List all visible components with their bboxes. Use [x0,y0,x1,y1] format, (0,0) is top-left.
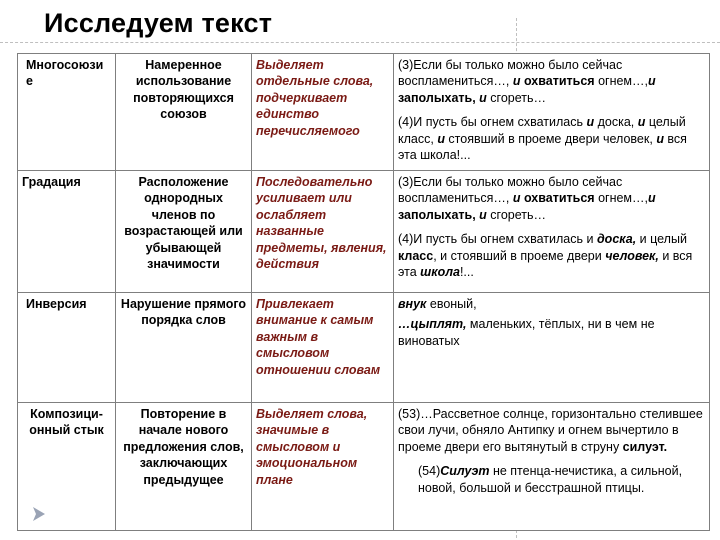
table-row [18,293,710,403]
definition-cell: Намеренное использование повторяющихся союзов [116,54,252,171]
term-cell: Инверсия [18,293,116,403]
play-arrow-icon[interactable] [30,505,48,523]
function-cell: Привлекает внимание к самым важным в смысловом отношении словам [252,293,394,403]
function-cell: Последовательно усиливает или ослабляет названные предметы, явления, действия [252,171,394,293]
table-row [18,54,710,171]
example-text: (3)Если бы только можно было сейчас воспламениться…, и охватиться огнем…,и заполыхать, и сгореть… [398,58,656,105]
definition-cell: Расположение однородных членов по возрастающей или убывающей значимости [116,171,252,293]
term-cell: Градация [18,171,116,293]
term-cell: Композици-онный стык [18,403,116,531]
play-arrow-shape [33,507,45,521]
example-text: (3)Если бы только можно было сейчас воспламениться…, и охватиться огнем…,и заполыхать, и сгореть… [398,175,656,222]
example-text: внук евоный, [398,297,477,311]
function-cell: Выделяет слова, значимые в смысловом и эмоциональном плане [252,403,394,531]
table-row [18,171,710,293]
example-text: (53)…Рассветное солнце, горизонтально стелившее свои лучи, обняло Антипку и огнем вычертило в проеме двери его вытянутый в струну силуэт. [398,407,703,454]
example-cell [394,171,710,293]
table-row [18,403,710,531]
guide-line-horizontal [0,42,720,43]
example-text: (54)Силуэт не птенца-нечистика, а сильной, новой, большой и бесстрашной птицы. [418,464,683,495]
page-title: Исследуем текст [44,8,273,38]
example-cell [394,403,710,531]
example-text: (4)И пусть бы огнем схватилась и доска, и целый класс, и стоявший в проеме двери человек, и вся эта школа!... [398,232,693,280]
example-cell [394,293,710,403]
term-cell: Многосоюзи е [18,54,116,171]
function-cell: Выделяет отдельные слова, подчеркивает единство перечисляемого [252,54,394,171]
example-text: …цыплят, маленьких, тёплых, ни в чем не виноватых [398,317,655,348]
stylistic-figures-table [17,53,710,531]
example-text: (4)И пусть бы огнем схватилась и доска, и целый класс, и стоявший в проеме двери человек, и вся эта школа!... [398,115,687,163]
definition-cell: Повторение в начале нового предложения слов, заключающих предыдущее [116,403,252,531]
example-cell [394,54,710,171]
definition-cell: Нарушение прямого порядка слов [116,293,252,403]
